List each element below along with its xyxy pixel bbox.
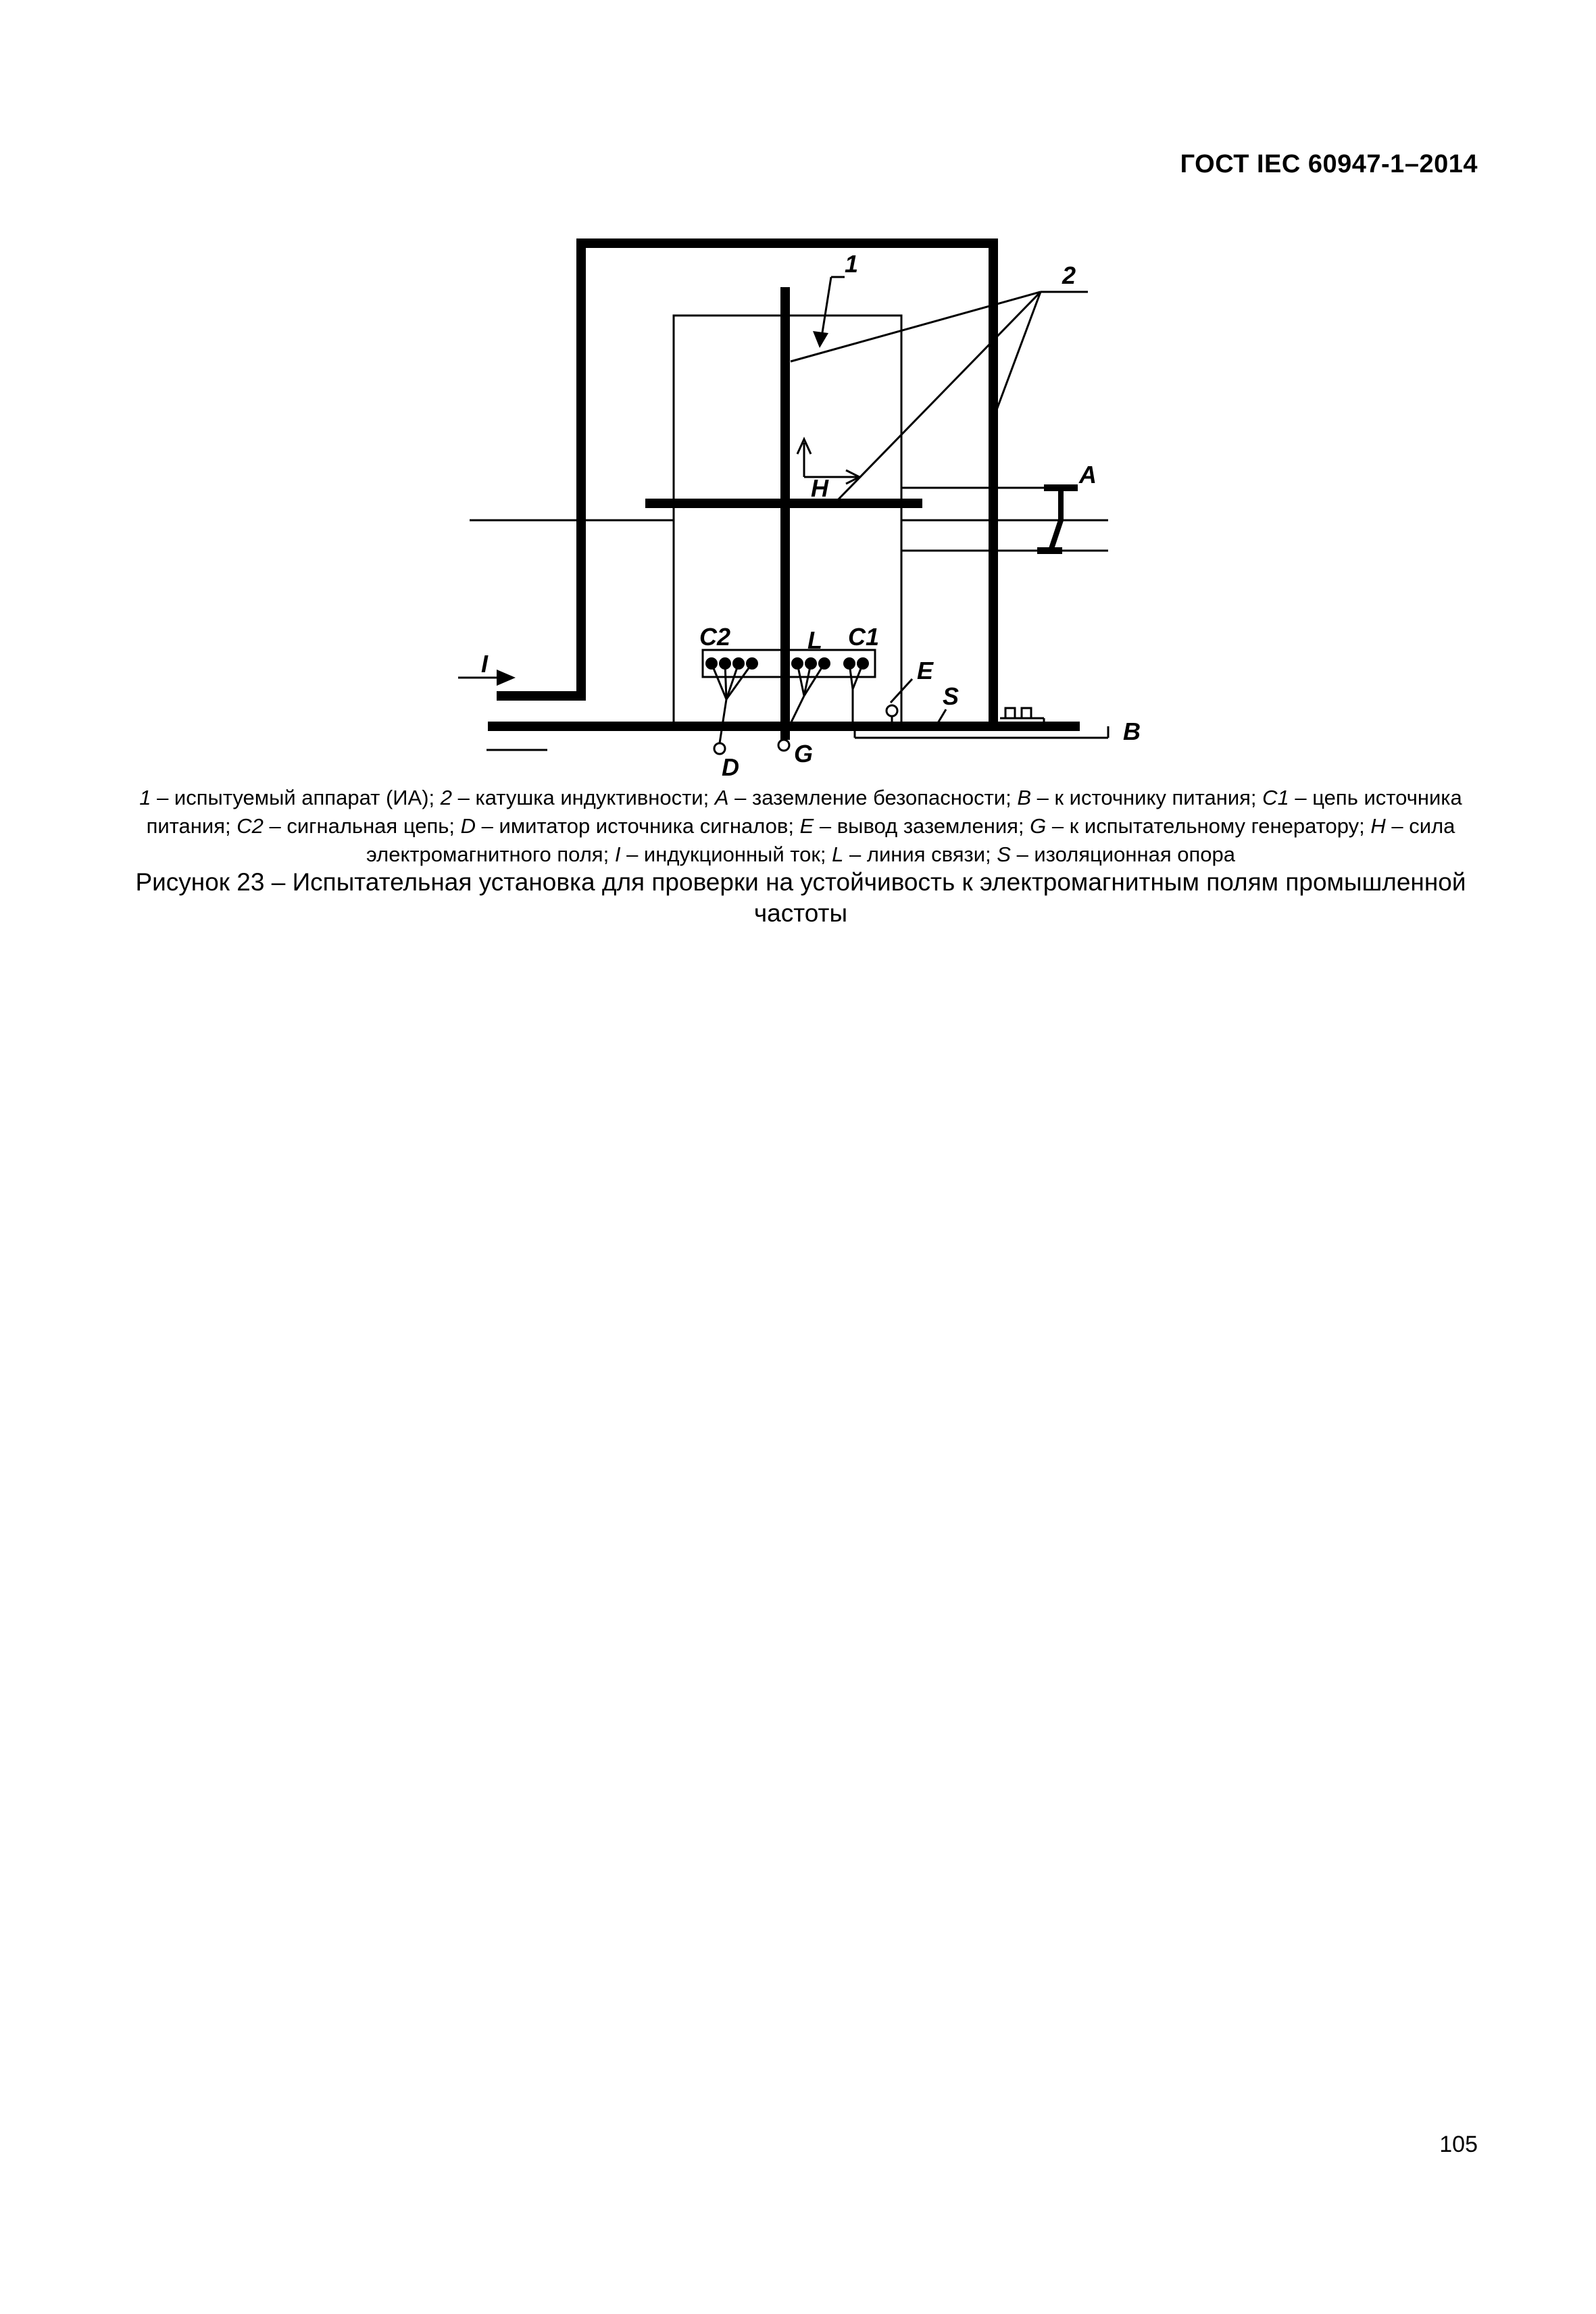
legend-key: C1 <box>1262 786 1289 809</box>
label-1: 1 <box>845 250 859 278</box>
legend-key: I <box>614 842 621 866</box>
legend-text: – вывод заземления; <box>814 814 1030 838</box>
figure-legend <box>122 784 1480 869</box>
legend-key: D <box>460 814 476 838</box>
legend-text: – линия связи; <box>843 842 997 866</box>
legend-key: 1 <box>139 786 151 809</box>
label-s: S <box>943 682 959 710</box>
legend-text: – имитатор источника сигналов; <box>476 814 800 838</box>
legend-key: H <box>1370 814 1386 838</box>
legend-key: L <box>832 842 844 866</box>
legend-text: – катушка индуктивности; <box>452 786 715 809</box>
legend-text: – к испытательному генератору; <box>1046 814 1371 838</box>
legend-key: B <box>1017 786 1032 809</box>
figure-caption: Рисунок 23 – Испытательная установка для проверки на устойчивость к электромагнитным полям промышленной частоты <box>135 868 1466 927</box>
label-g: G <box>794 740 814 768</box>
legend-text: – изоляционная опора <box>1010 842 1235 866</box>
label-h: H <box>811 474 828 502</box>
legend-text: – испытуемый аппарат (ИА); <box>151 786 441 809</box>
label-d: D <box>722 753 739 781</box>
label-i: I <box>481 650 489 678</box>
page-number: 105 <box>1439 2132 1478 2157</box>
label-b: B <box>1123 718 1141 745</box>
legend-text: – индукционный ток; <box>620 842 832 866</box>
test-setup-diagram <box>0 0 1596 784</box>
legend-text: – сигнальная цепь; <box>263 814 461 838</box>
legend-key: A <box>714 786 729 809</box>
legend-key: 2 <box>440 786 453 809</box>
label-2: 2 <box>1062 261 1076 289</box>
label-l: L <box>807 626 822 654</box>
legend-text: – сила электромагнитного поля; <box>366 814 1455 866</box>
legend-text: – цепь источника питания; <box>146 786 1462 838</box>
legend-key: C2 <box>236 814 264 838</box>
label-a: A <box>1079 461 1097 488</box>
label-c1: C1 <box>848 623 880 651</box>
legend-text: – к источнику питания; <box>1031 786 1263 809</box>
document-header: ГОСТ IEC 60947-1–2014 <box>1180 150 1478 178</box>
legend-text: – заземление безопасности; <box>728 786 1018 809</box>
legend-key: S <box>997 842 1011 866</box>
label-c2: C2 <box>699 623 731 651</box>
label-e: E <box>917 657 934 684</box>
legend-key: E <box>799 814 814 838</box>
legend-key: G <box>1030 814 1047 838</box>
